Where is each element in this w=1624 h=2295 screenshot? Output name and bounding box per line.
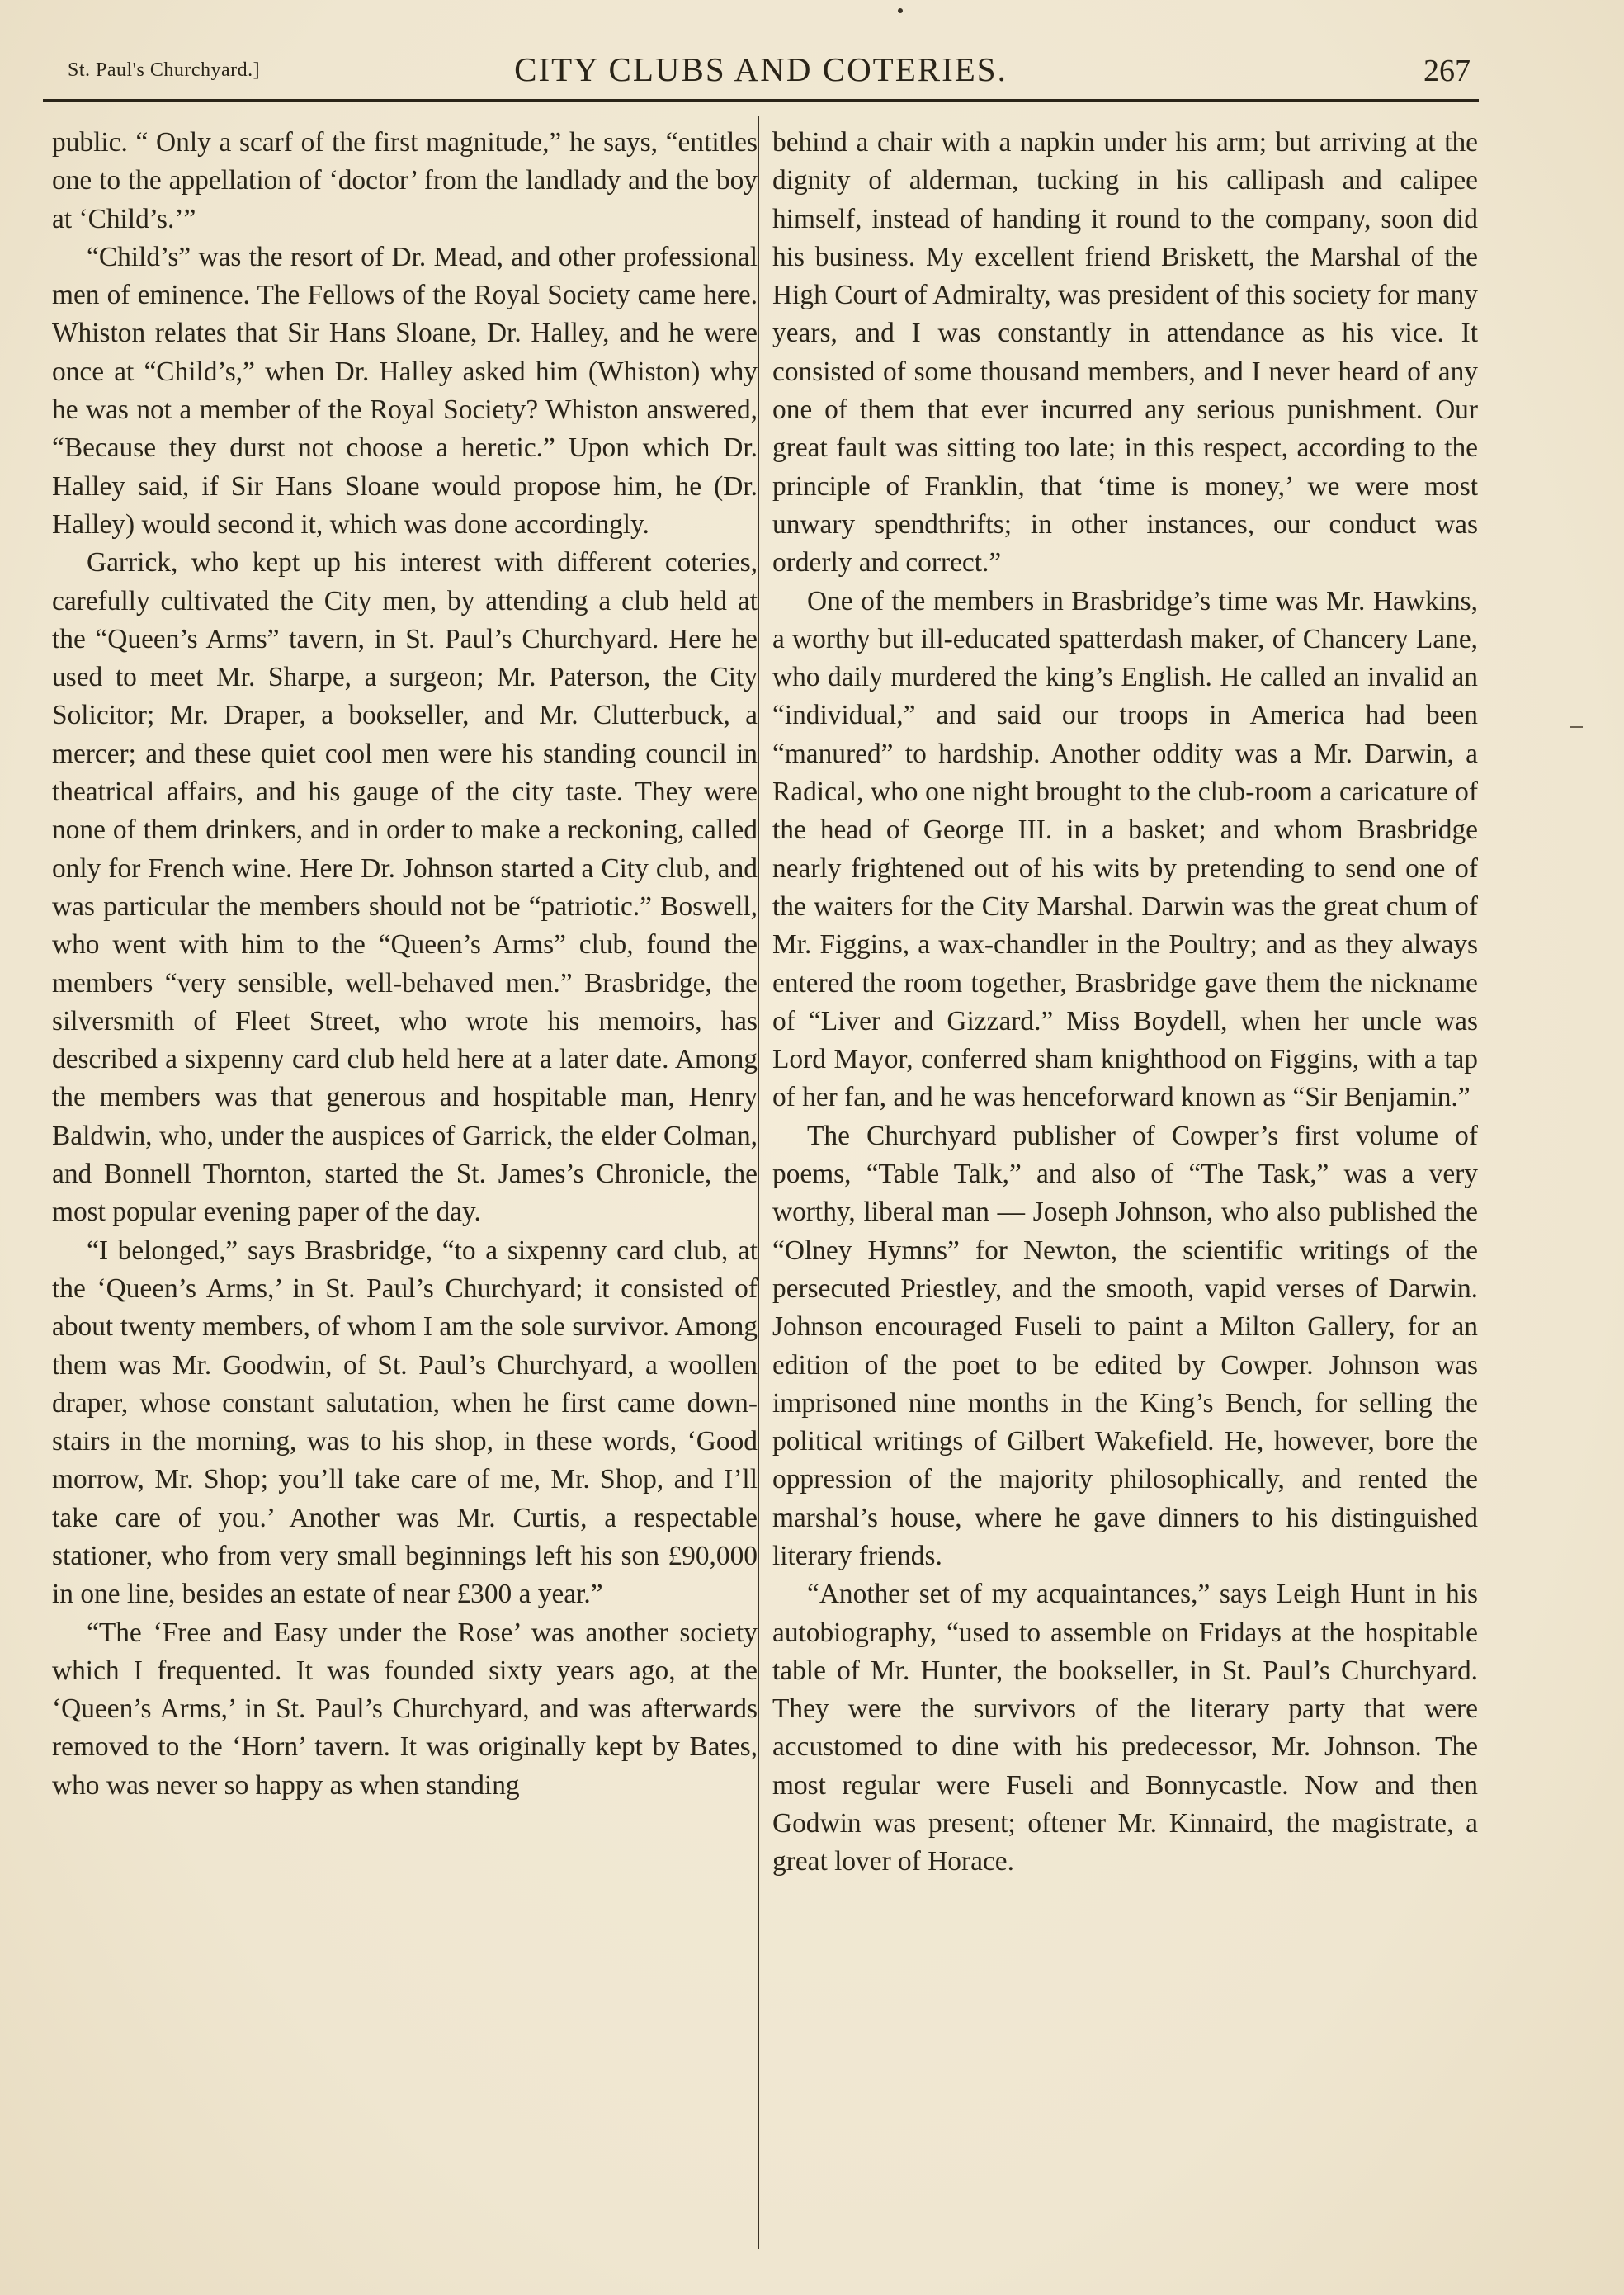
paragraph: Garrick, who kept up his interest with different coteries, carefully cultivated the City men, by attending a club held at the “Queen’s Arms” tavern, in St. Paul’s Churchyard. Here he used to meet Mr. Sharpe, a surgeon; Mr. Paterson, the City Solicitor; Mr. Draper, a bookseller, and Mr. Clutterbuck, a mercer; and these quiet cool men were his standing council in theatrical affairs, and his gauge of the city taste. They were none of them drinkers, and in order to make a reckoning, called only for French wine. Here Dr. Johnson started a City club, and was particular the members should not be “patriotic.” Boswell, who went with him to the “Queen’s Arms” club, found the members “very sensible, well-behaved men.” Brasbridge, the silversmith of Fleet Street, who wrote his memoirs, has described a sixpenny card club held here at a later date. Among the members was that generous and hospitable man, Henry Baldwin, who, under the auspices of Garrick, the elder Colman, and Bonnell Thornton, started the St. James’s Chronicle, the most popular evening paper of the day. [52,547,758,1228]
paragraph: “Child’s” was the resort of Dr. Mead, and other professional men of eminence. The Fellows of the Royal Society came here. Whiston relates that Sir Hans Sloane, Dr. Halley, and he were once at “Child’s,” when Dr. Halley asked him (Whiston) why he was not a member of the Royal Society? Whiston answered, “Because they durst not choose a heretic.” Upon which Dr. Halley said, if Sir Hans Sloane would propose him, he (Dr. Halley) would second it, which was done accordingly. [52,241,758,540]
header-rule [43,99,1479,102]
page-number: 267 [1423,54,1471,88]
page-header [43,41,1479,107]
paragraph: “I belonged,” says Brasbridge, “to a sixpenny card club, at the ‘Queen’s Arms,’ in St. Paul’s Churchyard; it consisted of about twenty members, of whom I am the sole survivor. Among them was Mr. Goodwin, of St. Paul’s Churchyard, a woollen draper, whose constant salutation, when he first came down-stairs in the morning, was to his shop, in these words, ‘Good morrow, Mr. Shop; you’ll take care of me, Mr. Shop, and I’ll take care of you.’ Another was Mr. Curtis, a respectable stationer, who from very small beginnings left his son £90,000 in one line, besides an estate of near £300 a year.” [52,1235,758,1610]
margin-mark [1570,726,1583,728]
paragraph: “Another set of my acquaintances,” says Leigh Hunt in his autobiography, “used to assemble on Fridays at the hospitable table of Mr. Hunter, the bookseller, in St. Paul’s Churchyard. They were the survivors of the literary party that were accustomed to dine with his predecessor, Mr. Johnson. The most regular were Fuseli and Bonnycastle. Now and then Godwin was present; oftener Mr. Kinnaird, the magistrate, a great lover of Horace. [772,1579,1478,1877]
left-column [52,124,758,1805]
paragraph: public. “ Only a scarf of the first magnitude,” he says, “entitles one to the appellation of ‘doctor’ from the landlady and the boy at ‘Child’s.’” [52,127,758,234]
paragraph: The Churchyard publisher of Cowper’s first volume of poems, “Table Talk,” and also of “The Task,” was a very worthy, liberal man — Joseph Johnson, who also published the “Olney Hymns” for Newton, the scientific writings of the persecuted Priestley, and the smooth, vapid verses of Darwin. Johnson encouraged Fuseli to paint a Milton Gallery, for an edition of the poet to be edited by Cowper. Johnson was imprisoned nine months in the King’s Bench, for selling the political writings of Gilbert Wakefield. He, however, bore the oppression of the majority philosophically, and rented the marshal’s house, where he gave dinners to his distinguished literary friends. [772,1120,1478,1571]
right-column [772,124,1478,1882]
running-head: St. Paul's Churchyard.] [68,59,261,81]
print-speck [898,8,903,13]
column-divider [758,116,759,2249]
paragraph: One of the members in Brasbridge’s time was Mr. Hawkins, a worthy but ill-educated spatterdash maker, of Chancery Lane, who daily murdered the king’s English. He called an invalid an “individual,” and said our troops in America had been “manured” to hardship. Another oddity was a Mr. Darwin, a Radical, who one night brought to the club-room a caricature of the head of George III. in a basket; and whom Brasbridge nearly frightened out of his wits by pretending to send one of the waiters for the City Marshal. Darwin was the great chum of Mr. Figgins, a wax-chandler in the Poultry; and as they always entered the room together, Brasbridge gave them the nickname of “Liver and Gizzard.” Miss Boydell, when her uncle was Lord Mayor, conferred sham knighthood on Figgins, with a tap of her fan, and he was henceforward known as “Sir Benjamin.” [772,585,1478,1113]
paragraph: behind a chair with a napkin under his arm; but arriving at the dignity of alderman, tucking in his callipash and calipee himself, instead of handing it round to the company, soon did his business. My excellent friend Briskett, the Marshal of the High Court of Admiralty, was president of this society for many years, and I was constantly in attendance as his vice. It consisted of some thousand members, and I never heard of any one of them that ever incurred any serious punishment. Our great fault was sitting too late; in this respect, according to the principle of Franklin, that ‘time is money,’ we were most unwary spendthrifts; in other instances, our conduct was orderly and correct.” [772,127,1478,578]
page-title: CITY CLUBS AND COTERIES. [514,50,1008,88]
paragraph: “The ‘Free and Easy under the Rose’ was another society which I frequented. It was founded sixty years ago, at the ‘Queen’s Arms,’ in St. Paul’s Churchyard, and was afterwards removed to the ‘Horn’ tavern. It was originally kept by Bates, who was never so happy as when standing [52,1617,758,1801]
